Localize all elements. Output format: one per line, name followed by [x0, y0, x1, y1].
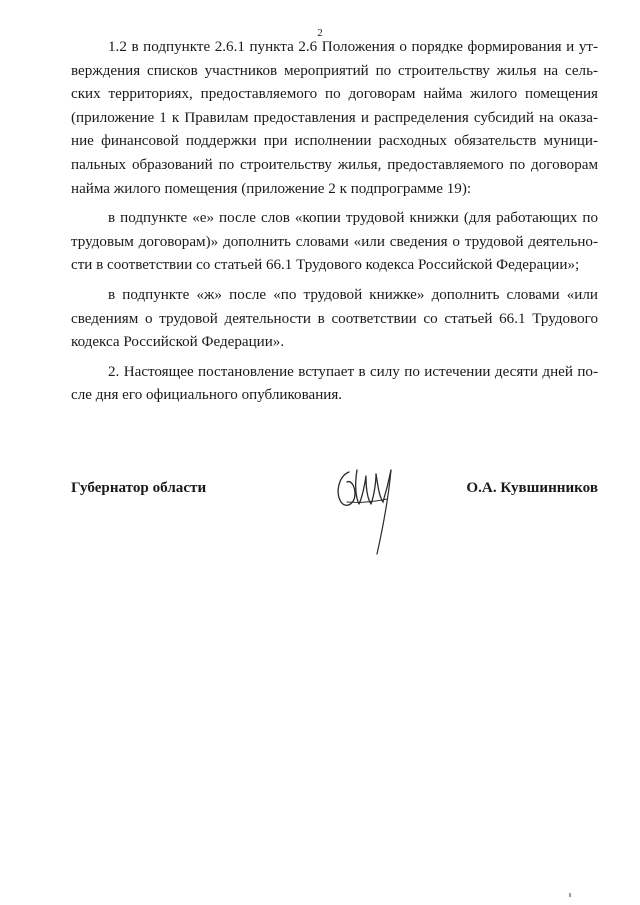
signer-name: О.А. Кувшинников: [466, 480, 598, 496]
page-number: 2: [317, 27, 323, 39]
signature-block: [71, 478, 598, 558]
scan-artifact-mark: [569, 893, 571, 897]
signer-title: Губернатор области: [71, 480, 207, 496]
paragraph-effective-date: 2. Настоящее постановление вступает в силу по истечении десяти дней после дня его официального опубликования.: [71, 363, 598, 404]
handwritten-signature: [329, 462, 409, 558]
document-body: [71, 36, 598, 408]
paragraph-subpoint-e: в подпункте «е» после слов «копии трудовой книжки (для работающих по трудовым договорам)» дополнить словами «или сведения о трудовой деятельности в соответствии со статьей 66.1 Трудового кодекса Российской Федерации»;: [71, 210, 598, 274]
paragraph-amendment-1-2: 1.2 в подпункте 2.6.1 пункта 2.6 Положения о порядке формирования и утверждения списков участников мероприятий по строительству жилья на сельских территориях, предоставляемого по договорам найма жилого помещения (приложение 1 к Правилам предоставления и распределения субсидий на оказание финансовой поддержки при исполнении расходных обязательств муниципальных образований по строительству жилья, предоставляемого по договорам найма жилого помещения (приложение 2 к подпрограмме 19):: [71, 39, 598, 197]
paragraph-subpoint-zh: в подпункте «ж» после «по трудовой книжке» дополнить словами «или сведениям о трудовой деятельности в соответствии со статьей 66.1 Трудового кодекса Российской Федерации».: [71, 286, 598, 351]
